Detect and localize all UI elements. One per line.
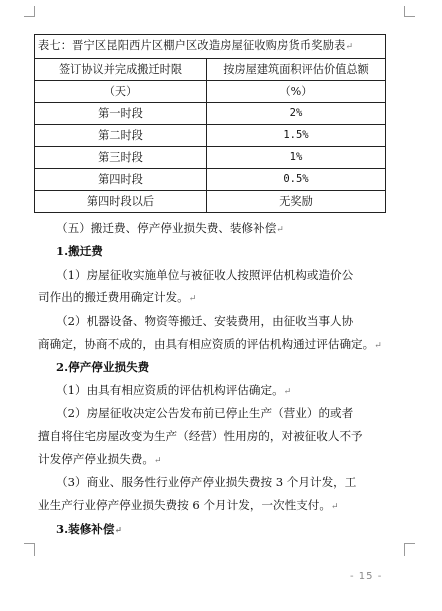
header-deadline: 签订协议并完成搬迁时限 — [35, 59, 207, 81]
row-rate: 1% — [207, 147, 386, 169]
paragraph-line: 业生产行业停产停业损失费按 6 个月计发，一次性支付。↵ — [38, 498, 339, 512]
subheading-relocation-fee: 1.搬迁费 — [56, 244, 103, 258]
row-rate: 2% — [207, 103, 386, 125]
row-period: 第一时段 — [35, 103, 207, 125]
paragraph-line: （2）机器设备、物资等搬迁、安装费用，由征收当事人协 — [56, 314, 354, 328]
crop-mark-top-right — [404, 6, 415, 17]
row-period: 第四时段以后 — [35, 191, 207, 213]
award-table — [34, 34, 386, 213]
table-row — [35, 147, 386, 169]
paragraph-line: 计发停产停业损失费。↵ — [38, 452, 162, 466]
paragraph-line: （1）由具有相应资质的评估机构评估确定。↵ — [56, 383, 292, 397]
header-valuation-unit: （%） — [207, 81, 386, 103]
table-row — [35, 191, 386, 213]
header-valuation: 按房屋建筑面积评估价值总额 — [207, 59, 386, 81]
paragraph-line: 擅自将住宅房屋改变为生产（经营）性用房的，对被征收人不予 — [38, 429, 363, 443]
row-rate: 0.5% — [207, 169, 386, 191]
table-title: 表七：晋宁区昆阳西片区棚户区改造房屋征收购房货币奖励表↵ — [35, 35, 386, 59]
subheading-suspension-loss: 2.停产停业损失费 — [56, 360, 150, 374]
row-period: 第二时段 — [35, 125, 207, 147]
paragraph-line: （2）房屋征收决定公告发布前已停止生产（营业）的或者 — [56, 406, 354, 420]
row-period: 第三时段 — [35, 147, 207, 169]
crop-mark-bottom-left — [24, 543, 35, 556]
table-row — [35, 169, 386, 191]
paragraph-line: （3）商业、服务性行业停产停业损失费按 3 个月计发，工 — [56, 475, 357, 489]
section-heading-fees: （五）搬迁费、停产停业损失费、装修补偿↵ — [56, 221, 284, 235]
table-row — [35, 103, 386, 125]
paragraph-line: 商确定，协商不成的，由具有相应资质的评估机构通过评估确定。↵ — [38, 337, 382, 351]
header-deadline-unit: （天） — [35, 81, 207, 103]
row-period: 第四时段 — [35, 169, 207, 191]
crop-mark-top-left — [24, 6, 35, 17]
paragraph-line: （1）房屋征收实施单位与被征收人按照评估机构或造价公 — [56, 268, 354, 282]
page-number: - 15 - — [350, 571, 383, 582]
table-row — [35, 125, 386, 147]
subheading-decoration: 3.装修补偿↵ — [56, 522, 123, 536]
row-rate: 1.5% — [207, 125, 386, 147]
paragraph-line: 司作出的搬迁费用确定计发。↵ — [38, 290, 197, 304]
row-rate: 无奖励 — [207, 191, 386, 213]
crop-mark-bottom-right — [404, 543, 415, 556]
